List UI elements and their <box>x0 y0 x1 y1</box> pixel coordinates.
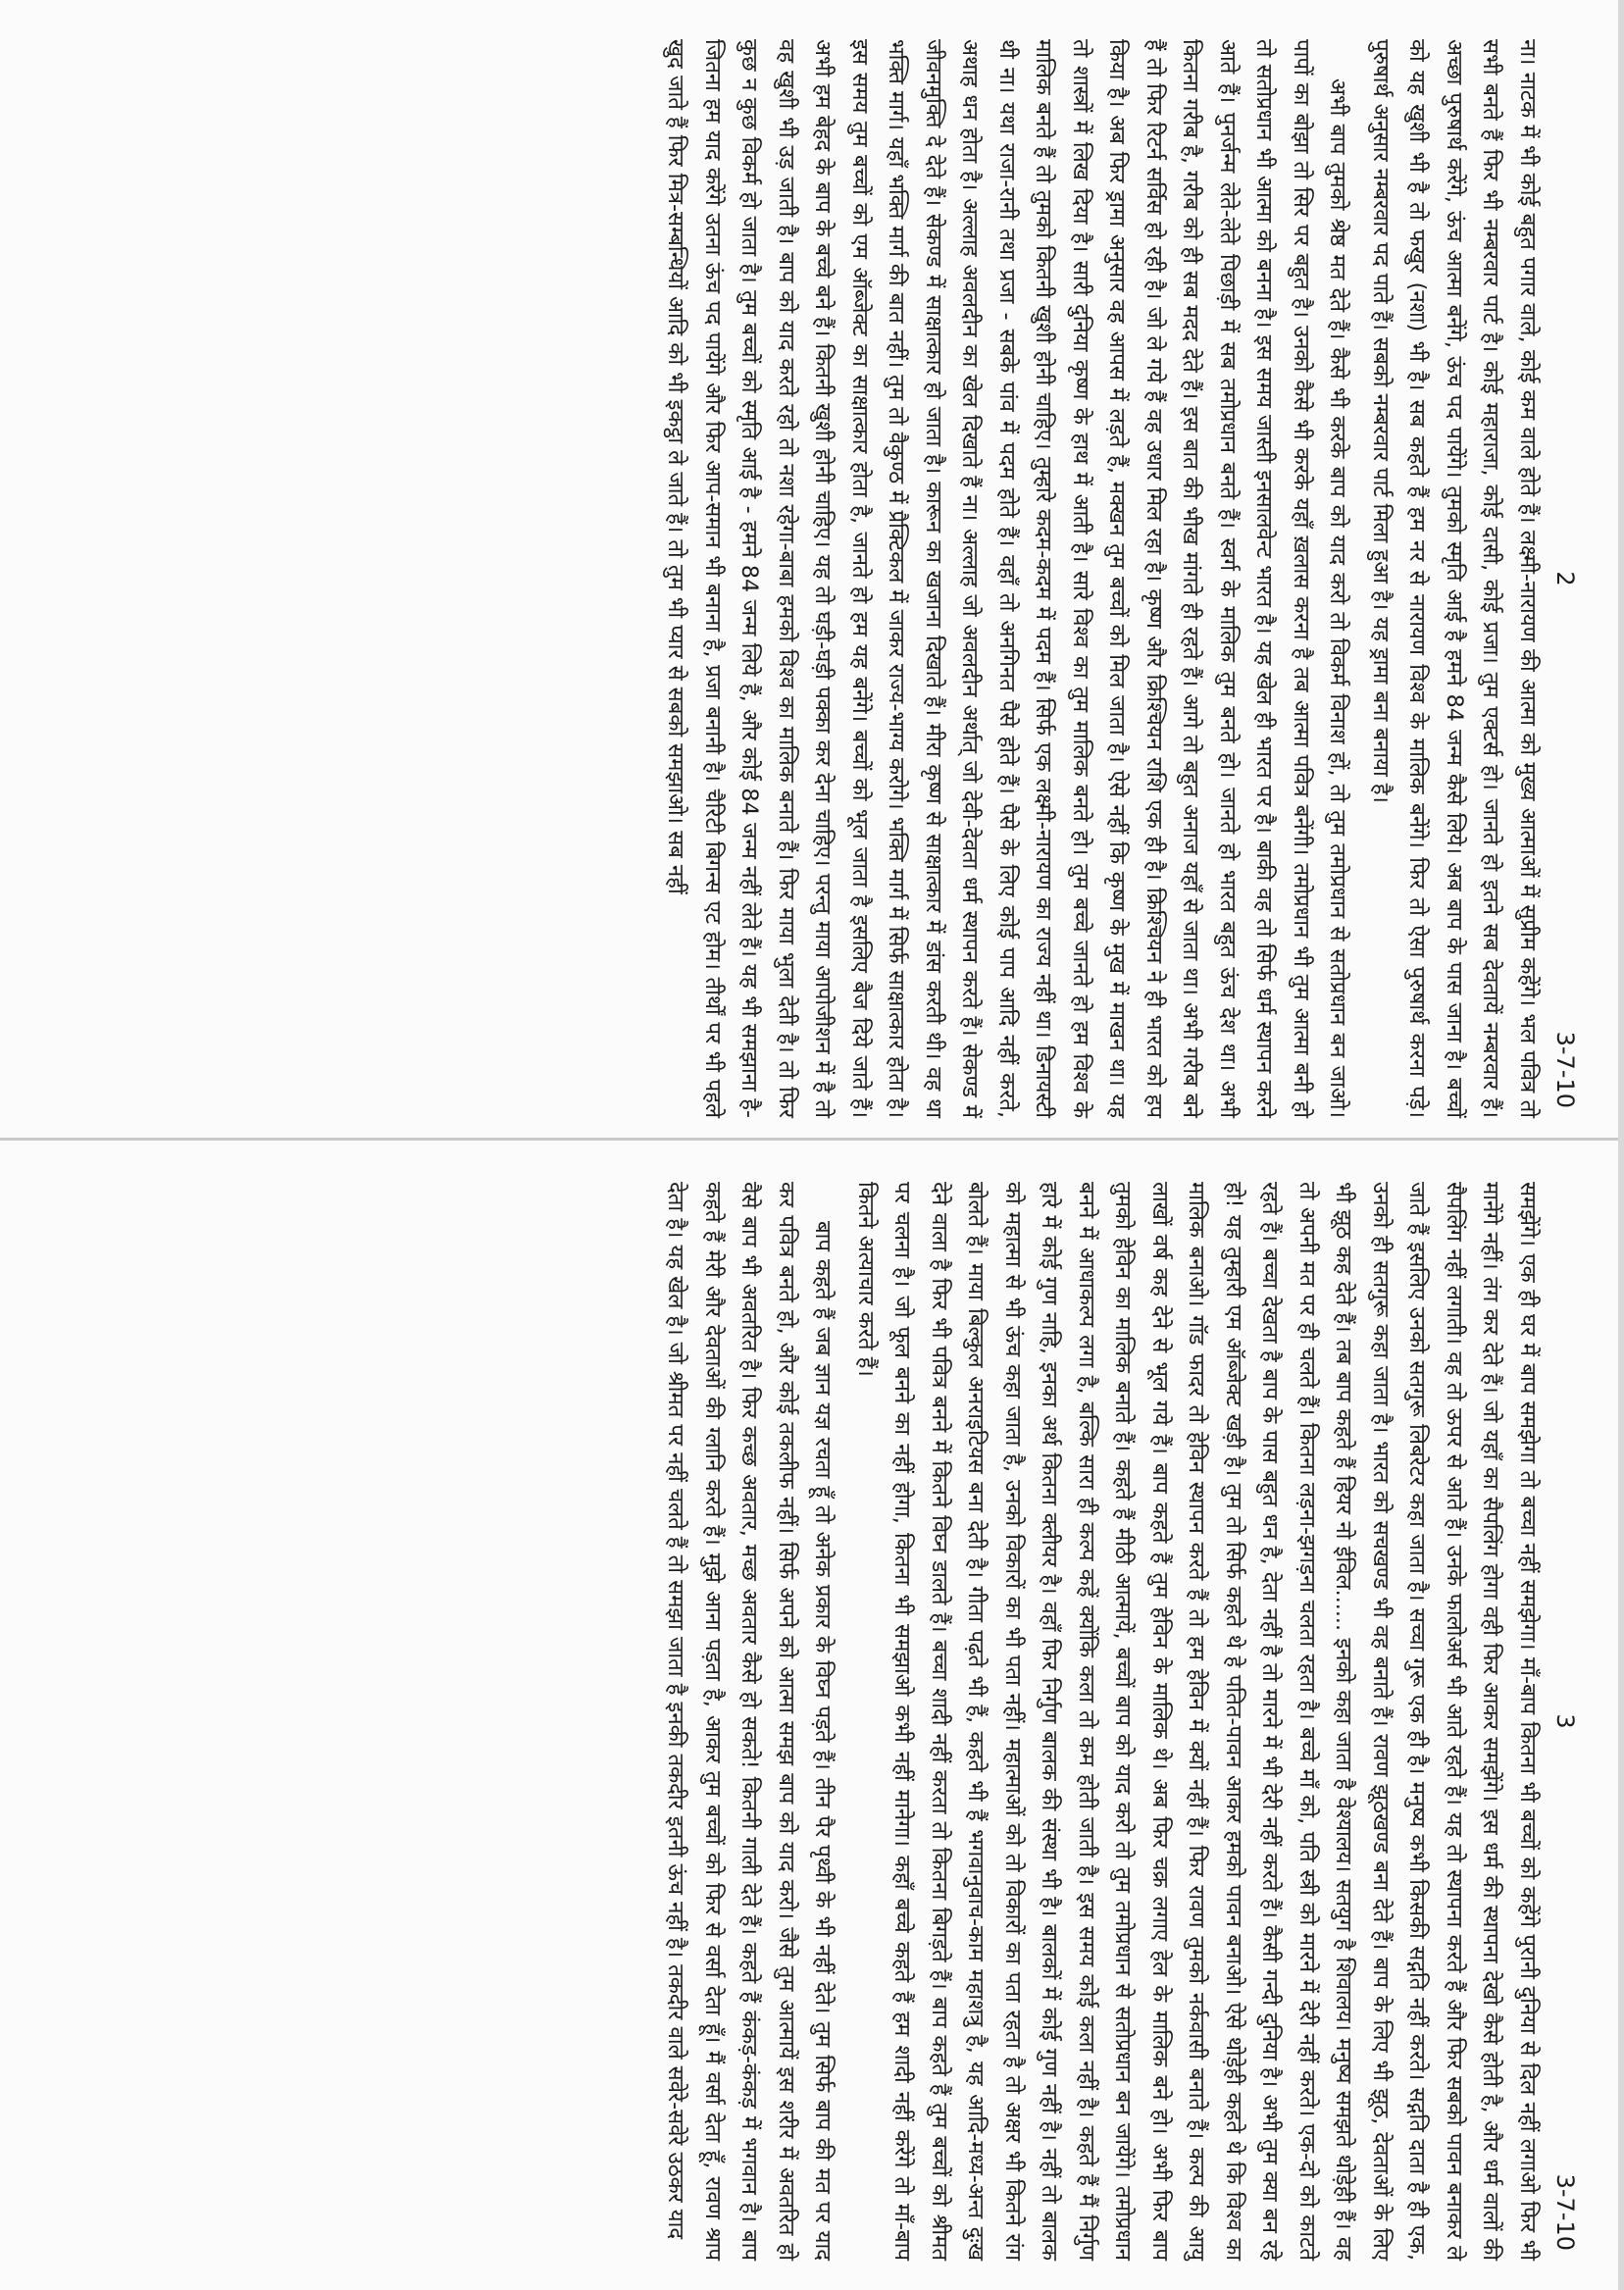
page-date: 3-7-10 <box>1551 2173 1579 2251</box>
page-frame-2 <box>0 0 1624 1138</box>
paragraph: बाप कहते हैं जब ज्ञान यज्ञ रचता हूँ तो अनेक प्रकार के विघ्न पड़ते हैं। तीन पैर पृथ्वी के भी नहीं देते। तुम सिर्फ बाप की मत पर याद कर पवित्र बनते हो, और कोई तकलीफ नहीं। सिर्फ अपने को आत्मा समझ बाप को याद करो। जैसे तुम आत्मायें इस शरीर में अवतरित हो वैसे बाप भी अवतरित है। फिर कच्छ अवतार, मच्छ अवतार कैसे हो सकते! कितनी गाली देते हैं। कहते हैं कंकड़-कंकड़ में भगवान है। बाप कहते हैं मेरी और देवताओं की ग्लानि करते हैं। मुझे आना पड़ता है, आकर तुम बच्चों को फिर से वर्सा देता हूँ। मैं वर्सा देता हूँ, रावण श्राप देता है। यह खेल है। जो श्रीमत पर नहीं चलते हैं तो समझा जाता है इनकी तकदीर इतनी ऊंच नहीं है। तकदीर वाले सवेरे-सवेरे उठकर याद <box>663 1182 837 2261</box>
page-2 <box>78 39 1579 1118</box>
page-date: 3-7-10 <box>1551 1031 1579 1108</box>
page-3 <box>78 1182 1579 2261</box>
page-header <box>1546 1182 1579 2261</box>
page-number: 3 <box>1551 1713 1579 1729</box>
page-header <box>1546 39 1579 1118</box>
paragraph: ना। नाटक में भी कोई बहुत पगार वाले, कोई कम वाले होते हैं। लक्ष्मी-नारायण की आत्मा को मुख्य आत्माओं में सुप्रीम कहेंगे। भल पवित्र तो सभी बनते हैं फिर भी नम्बरवार पार्ट है। कोई महाराजा, कोई दासी, कोई प्रजा। तुम एक्टर्स हो। जानते हो इतने सब देवतायें नम्बरवार हैं। अच्छा पुरुषार्थ करेंगे, ऊंच आत्मा बनेंगे, ऊंच पद पायेंगे। तुमको स्मृति आई है हमने 84 जन्म कैसे लिये। अब बाप के पास जाना है। बच्चों को यह खुशी भी है तो फखुर (नशा) भी है। सब कहते हैं हम नर से नारायण विश्व के मालिक बनेंगे। फिर तो ऐसा पुरुषार्थ करना पड़े। पुरुषार्थ अनुसार नम्बरवार पद पाते हैं। सबको नम्बरवार पार्ट मिला हुआ है। यह ड्रामा बना बनाया है। <box>1368 39 1541 1118</box>
page-fold-line <box>0 1138 1624 1141</box>
page-frame-3 <box>0 1143 1624 2280</box>
paragraph: समझेंगे। एक ही घर में बाप समझेगा तो बच्चा नहीं समझेगा। माँ-बाप कितना भी बच्चों को कहेंगे पुरानी दुनिया से दिल नहीं लगाओ फिर भी मानेंगे नहीं। तंग कर देते हैं। जो यहाँ का सैपलिंग होगा वही फिर आकर समझेंगे। इस धर्म की स्थापना देखो कैसे होती है, और धर्म वालों की सैपलिंग नहीं लगाती। वह तो ऊपर से आते हैं। उनके फालोअर्स भी आते रहते हैं। यह तो स्थापना करते हैं और फिर सबको पावन बनाकर ले जाते हैं इसलिए उनको सतगुरू लिबरेटर कहा जाता है। सच्चा गुरू एक ही है। मनुष्य कभी किसकी सद्गति नहीं करते। सद्गति दाता है ही एक, उनको ही सतगुरू कहा जाता है। भारत को सचखण्ड भी वह बनाते हैं। रावण झूठखण्ड बना देते हैं। बाप के लिए भी झूठ, देवताओं के लिए भी झूठ कह देते हैं। तब बाप कहते हैं हियर नो ईविल...... इनको कहा जाता है वेश्यालय। सतयुग है शिवालय। मनुष्य समझते थोड़ेही हैं। वह तो अपनी मत पर ही चलते हैं। कितना लड़ना-झगड़ना चलता रहता है। बच्चे माँ को, पति स्त्री को मारने में देरी नहीं करते। एक-दो को काटते रहते हैं। बच्चा देखता है बाप के पास बहुत धन है, देता नहीं है तो मारने में भी देरी नहीं करते हैं। कैसी गन्दी दुनिया है। अभी तुम क्या बन रहे हो! यह तुम्हारी एम ऑब्जेक्ट खड़ी है। तुम तो सिर्फ कहते थे हे पतित-पावन आकर हमको पावन बनाओ। ऐसे थोड़ेही कहते थे कि विश्व का मालिक बनाओ। गॉड फादर तो हेविन स्थापन करते हैं तो हम हेविन में क्यों नहीं हैं। फिर रावण तुमको नर्कवासी बनाते हैं। कल्प की आयु लाखों वर्ष कह देने से भूल गये हैं। बाप कहते हैं तुम हेविन के मालिक थे। अब फिर चक्र लगाए हेल के मालिक बने हो। अभी फिर बाप तुमको हेविन का मालिक बनाते हैं। कहते हैं मीठी आत्मायें, बच्चों बाप को याद करो तो तुम तमोप्रधान से सतोप्रधान बन जायेंगे। तमोप्रधान बनने में आधाकल्प लगा है, बल्कि सारा ही कल्प कहें क्योंकि कला तो कम होती जाती है। इस समय कोई कला नहीं है। कहते हैं मैं निर्गुण हारे में कोई गुण नाहि, इनका अर्थ कितना क्लीयर है। वहाँ फिर निर्गुण बालक की संस्था भी है। बालकों में कोई गुण नहीं है। नहीं तो बालक को महात्मा से भी ऊंच कहा जाता है, उनको विकारों का भी पता नहीं। महात्माओं को तो विकारों का पता रहता है तो अक्षर भी कितने रांग बोलते हैं। माया बिल्कुल अनराइटियस बना देती है। गीता पढ़ते भी हैं, कहते भी हैं भगवानुवाच-काम महाशत्रु है, यह आदि-मध्य-अन्त दुःख देने वाला है फिर भी पवित्र बनने में कितने विघ्न डालते हैं। बच्चा शादी नहीं करता तो कितना बिगड़ते हैं। बाप कहते हैं तुम बच्चों को श्रीमत पर चलना है। जो फूल बनने का नहीं होगा, कितना भी समझाओ कभी नहीं मानेगा। कहाँ बच्चे कहते हैं हम शादी नहीं करेंगे तो माँ-बाप कितने अत्याचार करते हैं। <box>853 1182 1541 2262</box>
paragraph: अभी बाप तुमको श्रेष्ठ मत देते हैं। कैसे भी करके बाप को याद करो तो विकर्म विनाश हों, तो तुम तमोप्रधान से सतोप्रधान बन जाओ। पापों का बोझा तो सिर पर बहुत है। उनको कैसे भी करके यहाँ ख़लास करना है तब आत्मा पवित्र बनेंगी। तमोप्रधान भी तुम आत्मा बनी हो तो सतोप्रधान भी आत्मा को बनना है। इस समय जास्ती इनसालवेन्ट भारत है। यह खेल ही भारत पर है। बाकी वह तो सिर्फ धर्म स्थापन करने आते हैं। पुनर्जन्म लेते-लेते पिछाड़ी में सब तमोप्रधान बनते हैं। स्वर्ग के मालिक तुम बनते हो। जानते हो भारत बहुत ऊंच देश था। अभी कितना गरीब है, गरीब को ही सब मदद देते हैं। इस बात की भीख मांगते ही रहते हैं। आगे तो बहुत अनाज यहाँ से जाता था। अभी गरीब बने हैं तो फिर रिटर्न सर्विस हो रही है। जो ले गये हैं वह उधार मिल रहा है। कृष्ण और क्रिश्चियन राशि एक ही है। क्रिश्चियन ने ही भारत को हप किया है। अब फिर ड्रामा अनुसार वह आपस में लड़ते हैं, मक्खन तुम बच्चों को मिल जाता है। ऐसे नहीं कि कृष्ण के मुख में माखन था। यह तो शास्त्रों में लिख दिया है। सारी दुनिया कृष्ण के हाथ में आती है। सारे विश्व का तुम मालिक बनते हो। तुम बच्चे जानते हो हम विश्व के मालिक बनते हैं तो तुमको कितनी खुशी होनी चाहिए। तुम्हारे कदम-कदम में पदम हैं। सिर्फ एक लक्ष्मी-नारायण का राज्य नहीं था। डिनायस्टी थी ना। यथा राजा-रानी तथा प्रजा - सबके पांव में पदम होते हैं। वहाँ तो अनगिनत पैसे होते हैं। पैसे के लिए कोई पाप आदि नहीं करते, अथाह धन होता है। अल्लाह अवलदीन का खेल दिखाते हैं ना। अल्लाह जो अवलदीन अर्थात् जो देवी-देवता धर्म स्थापन करते हैं। सेकण्ड में जीवनमुक्ति दे देते हैं। सेकण्ड में साक्षात्कार हो जाता है। कारून का खजाना दिखाते हैं। मीरा कृष्ण से साक्षात्कार में डांस करती थी। वह था भक्ति मार्ग। यहाँ भक्ति मार्ग की बात नहीं। तुम तो वैकुण्ठ में प्रैक्टिकल में जाकर राज्य-भाग्य करोगे। भक्ति मार्ग में सिर्फ साक्षात्कार होता है। इस समय तुम बच्चों को एम ऑब्जेक्ट का साक्षात्कार होता है, जानते हो हम यह बनेंगे। बच्चों को भूल जाता है इसलिए बैज दिये जाते हैं। अभी हम बेहद के बाप के बच्चे बने हैं। कितनी खुशी होनी चाहिए। यह तो घड़ी-घड़ी पक्का कर देना चाहिए। परन्तु माया आपोजीशन में है तो वह खुशी भी उड़ जाती है। बाप को याद करते रहो तो नशा रहेगा-बाबा हमको विश्व का मालिक बनाते हैं। फिर माया भुला देती है। तो फिर कुछ न कुछ विकर्म हो जाता है। तुम बच्चों को स्मृति आई है - हमने 84 जन्म लिये हैं, और कोई 84 जन्म नहीं लेते हैं। यह भी समझाना है-जितना हम याद करेंगे उतना ऊंच पद पायेंगे और फिर आप-समान भी बनाना है, प्रजा बनानी है। चैरिटी बिगन्स एट होम। तीर्थों पर भी पहले खुद जाते हैं फिर मित्र-सम्बन्धियों आदि को भी इकट्ठा ले जाते हैं। तो तुम भी प्यार से सबको समझाओ। सब नहीं <box>663 39 1351 1119</box>
page-number: 2 <box>1551 571 1579 586</box>
